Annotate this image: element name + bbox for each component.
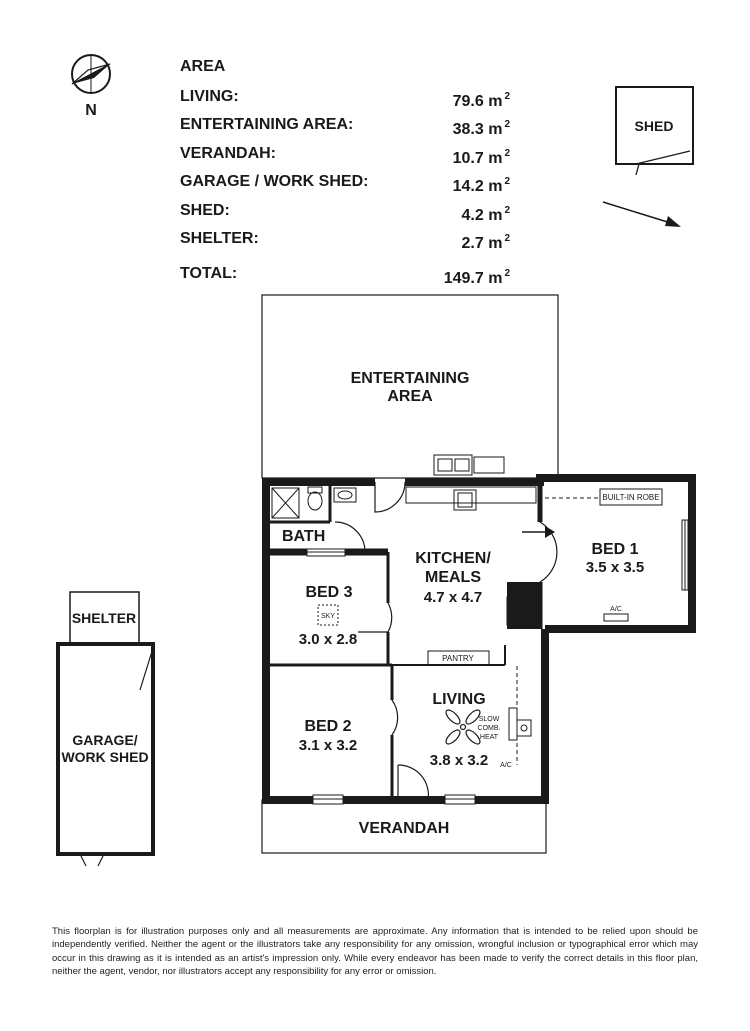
verandah-label: VERANDAH xyxy=(358,820,450,837)
area-row-label: SHED: xyxy=(180,201,230,219)
north-compass-icon xyxy=(72,55,110,93)
compass-north-label: N xyxy=(85,102,97,119)
arrow-icon xyxy=(603,202,681,227)
bed3-label: BED 3 xyxy=(305,584,353,601)
area-row-value: 14.2 m $^2$ xyxy=(452,176,510,195)
bath-label: BATH xyxy=(282,528,326,545)
area-row-label: GARAGE / WORK SHED: xyxy=(180,173,369,190)
heater-label-line1: SLOW xyxy=(478,716,500,723)
area-row-value: 38.3 m $^2$ xyxy=(452,119,510,138)
bed2-label: BED 2 xyxy=(304,718,352,735)
bed3-dims: 3.0 x 2.8 xyxy=(298,631,358,648)
shelter-label: SHELTER xyxy=(71,610,137,626)
pantry-label: PANTRY xyxy=(442,654,474,663)
area-row-value: 2.7 m $^2$ xyxy=(461,233,510,252)
bed1-ac-label: A/C xyxy=(610,606,622,613)
bath-fixtures xyxy=(272,487,356,518)
bed1-dims: 3.5 x 3.5 xyxy=(585,559,645,576)
area-row-label: SHELTER: xyxy=(180,230,259,247)
bed1-label: BED 1 xyxy=(591,541,639,558)
area-row-value: 4.2 m $^2$ xyxy=(461,204,510,224)
area-total-label: TOTAL: xyxy=(180,264,238,282)
living-fixtures xyxy=(509,666,531,765)
heater-label-line3: HEAT xyxy=(479,734,499,741)
ceiling-fan-icon xyxy=(444,708,482,746)
area-row-label: VERANDAH: xyxy=(180,144,276,162)
garage-label-line2: WORK SHED xyxy=(61,749,149,765)
area-row-label: LIVING: xyxy=(180,87,239,105)
heater-label-line2: COMB. xyxy=(477,725,501,732)
living-label: LIVING xyxy=(432,691,486,708)
bed2-dims: 3.1 x 3.2 xyxy=(298,737,358,754)
entertaining-label-line2: AREA xyxy=(387,388,433,405)
area-total-value: 149.7 m $^2$ xyxy=(443,267,510,287)
kitchen-dims: 4.7 x 4.7 xyxy=(423,589,483,606)
area-row-value: 79.6 m $^2$ xyxy=(452,90,510,110)
kitchen-label-line2: MEALS xyxy=(425,569,481,586)
garage-label-line1: GARAGE/ xyxy=(72,732,138,748)
area-schedule-title: AREA xyxy=(180,58,226,75)
skylight-label: SKY xyxy=(320,613,336,620)
living-ac-label: A/C xyxy=(500,762,512,769)
area-row-label: ENTERTAINING AREA: xyxy=(180,116,354,133)
area-row-value: 10.7 m $^2$ xyxy=(452,147,510,167)
disclaimer-text: This floorplan is for illustration purposes only and all measurements are approximate. Any information that is intended to be relied upon should be independently verified. Neither the agent or the illustrators take any responsibility for any omission, wrongful inclusion or typographical error which may occur in this drawing as it is intended as an artist's impression only. While every endeavor has been made to verify the correct details in this floor plan, neither the agent, vendor, nor illustrators accept any responsibility for any error or omission. xyxy=(52,926,698,978)
kitchen-label-line1: KITCHEN/ xyxy=(415,550,491,567)
shed-label: SHED xyxy=(634,118,674,134)
entry-arrow-icon xyxy=(522,526,555,538)
entertaining-label-line1: ENTERTAINING xyxy=(350,370,470,387)
living-dims: 3.8 x 3.2 xyxy=(429,752,489,769)
built-in-robe-label: BUILT-IN ROBE xyxy=(602,493,660,502)
